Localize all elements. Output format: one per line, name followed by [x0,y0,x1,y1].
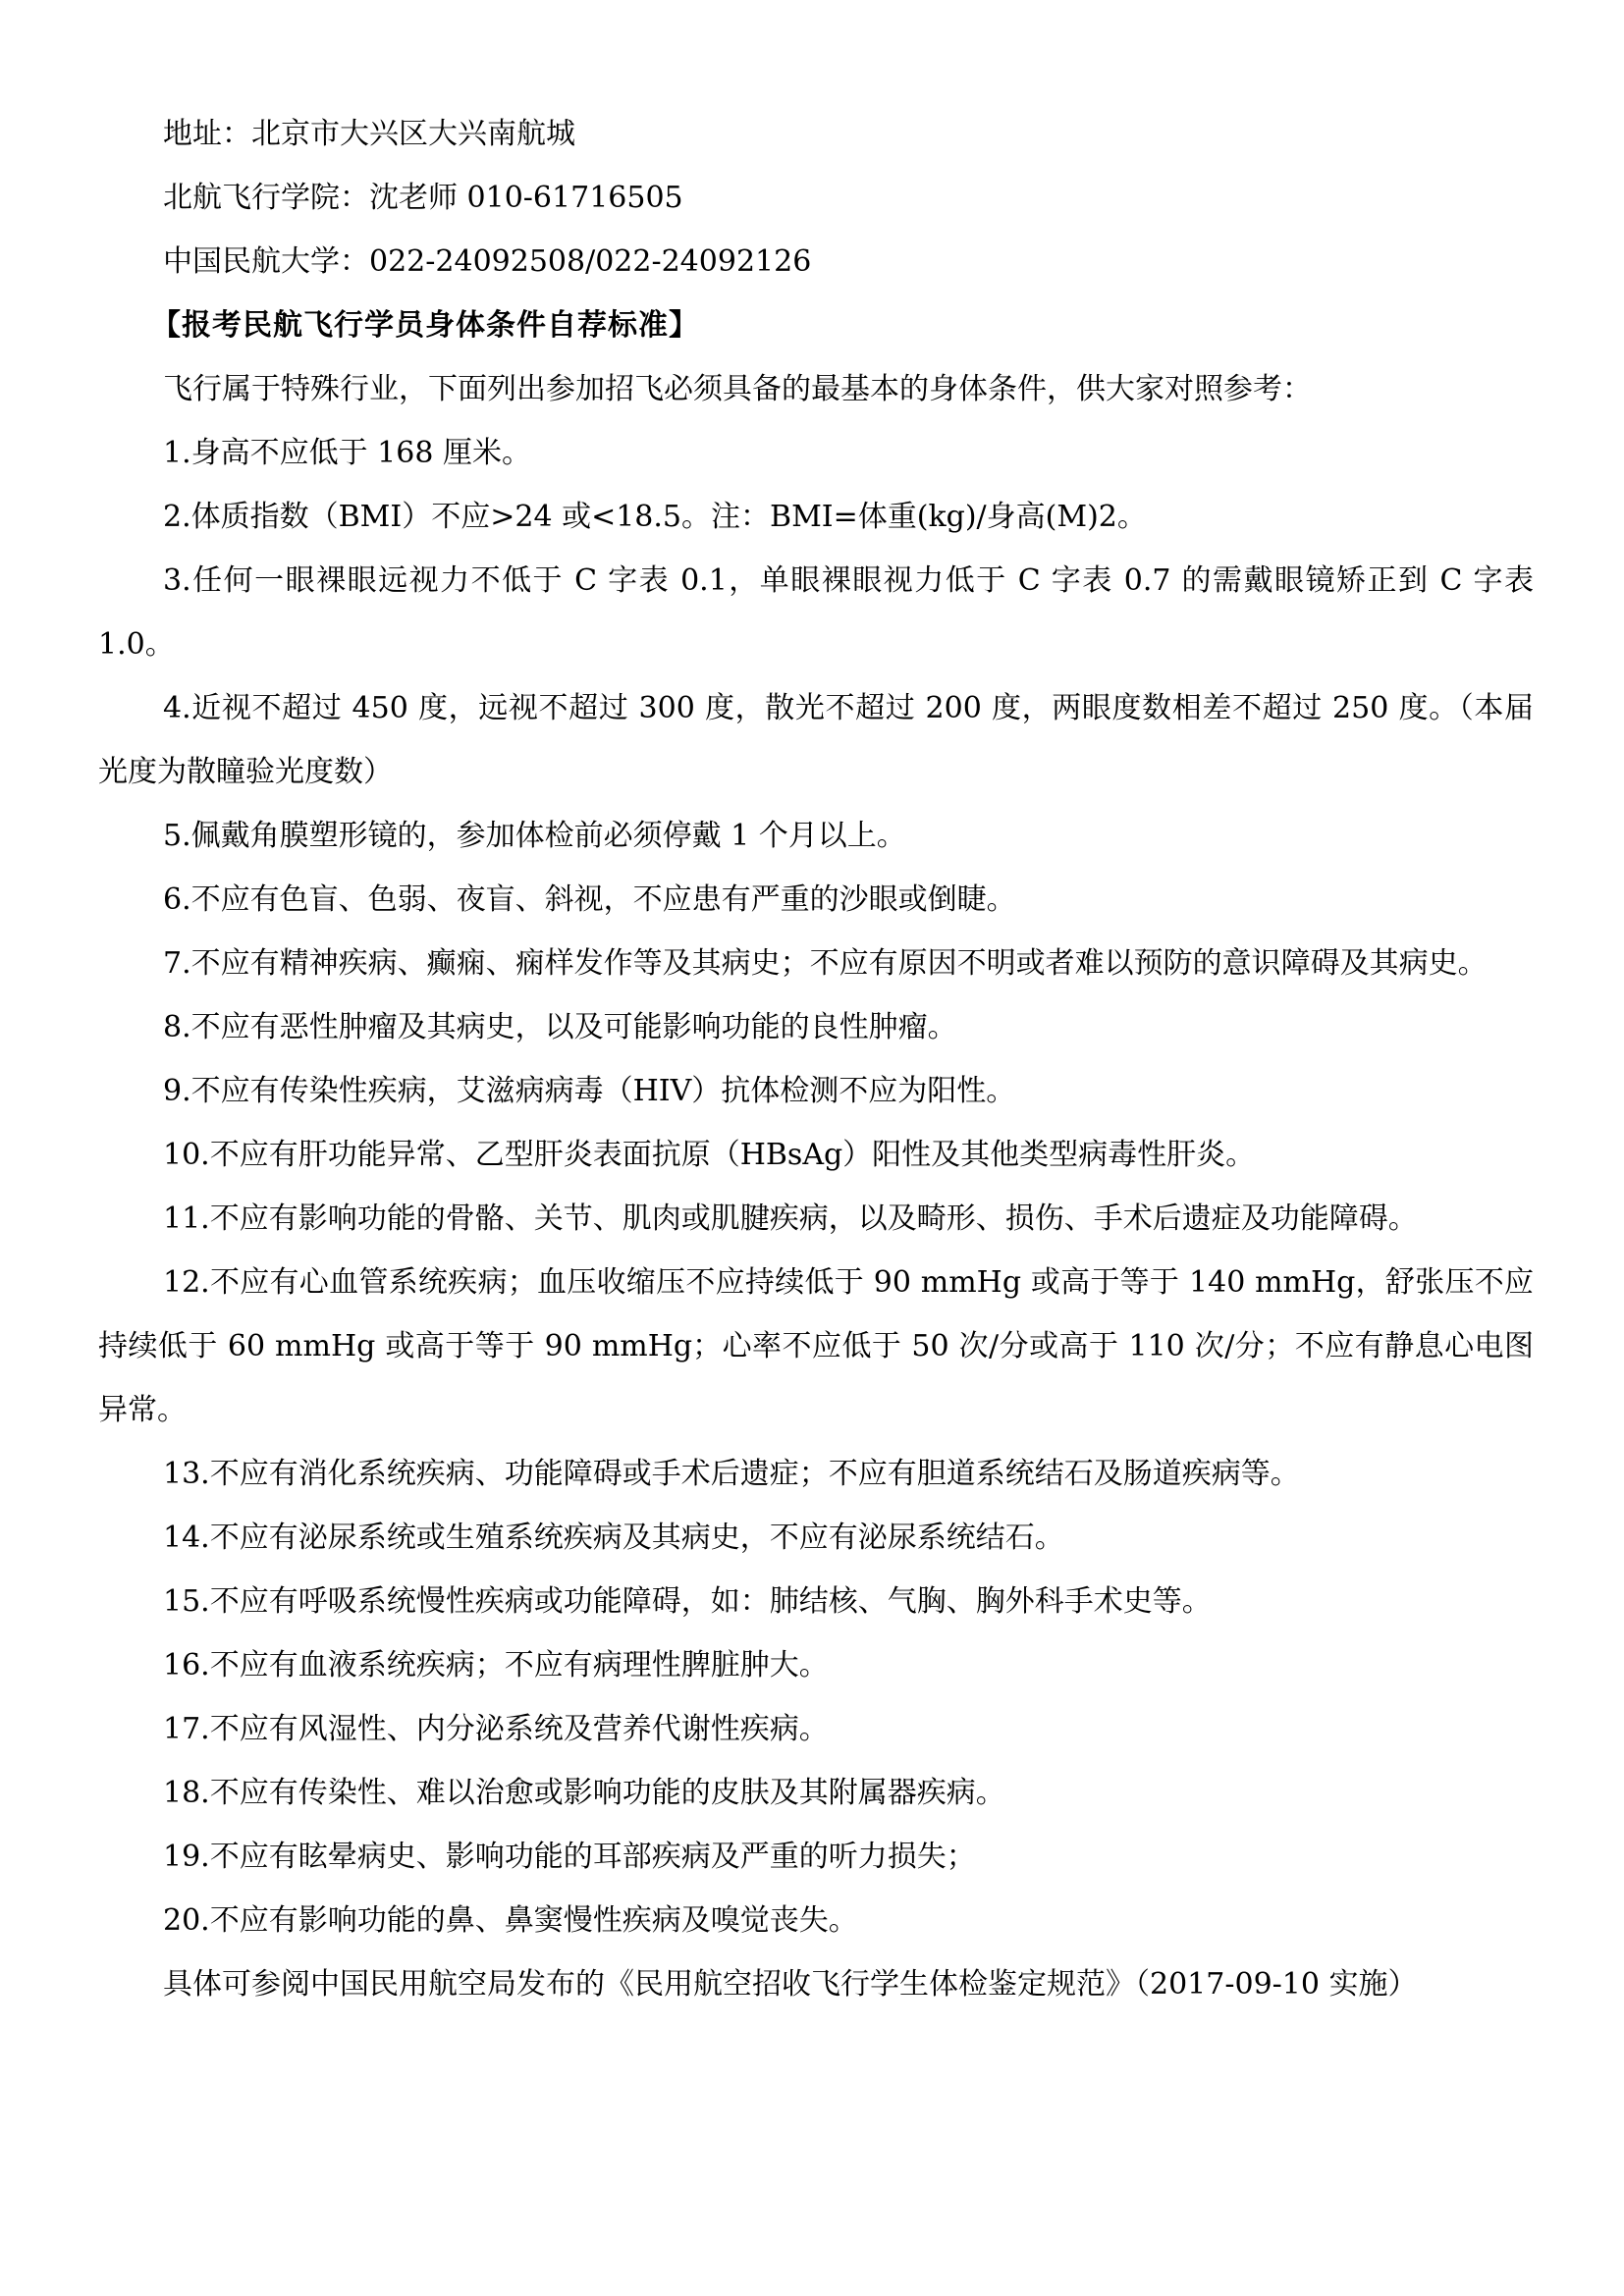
intro-paragraph: 飞行属于特殊行业，下面列出参加招飞必须具备的最基本的身体条件，供大家对照参考： [163,372,1312,406]
section-heading: 【报考民航飞行学员身体条件自荐标准】 [151,308,699,343]
contact-cauc: 中国民航大学：022-24092508/022-24092126 [163,244,812,279]
requirement-item: 3.任何一眼裸眼远视力不低于 C 字表 0.1，单眼裸眼视力低于 C 字表 0.7 的需戴眼镜矫正到 C 字表 1.0。 [98,563,1534,662]
footer-reference: 具体可参阅中国民用航空局发布的《民用航空招收飞行学生体检鉴定规范》（2017-09-10 实施） [163,1967,1418,2002]
requirement-item: 15.不应有呼吸系统慢性疾病或功能障碍，如：肺结核、气胸、胸外科手术史等。 [163,1584,1212,1619]
document-body [98,102,1534,2016]
requirement-item: 12.不应有心血管系统疾病；血压收缩压不应持续低于 90 mmHg 或高于等于 140 mmHg，舒张压不应持续低于 60 mmHg 或高于等于 90 mmHg；心率不应低于 50 次/分或高于 110 次/分；不应有静息心电图异常。 [98,1265,1534,1427]
requirement-item: 14.不应有泌尿系统或生殖系统疾病及其病史，不应有泌尿系统结石。 [163,1521,1064,1555]
requirement-item: 9.不应有传染性疾病，艾滋病病毒（HIV）抗体检测不应为阳性。 [163,1074,1016,1108]
requirement-list [98,421,1534,1952]
requirement-item: 10.不应有肝功能异常、乙型肝炎表面抗原（HBsAg）阳性及其他类型病毒性肝炎。 [163,1138,1256,1172]
requirement-item: 8.不应有恶性肿瘤及其病史，以及可能影响功能的良性肿瘤。 [163,1010,957,1044]
contact-address: 地址：北京市大兴区大兴南航城 [163,117,575,151]
requirement-item: 13.不应有消化系统疾病、功能障碍或手术后遗症；不应有胆道系统结石及肠道疾病等。 [163,1457,1300,1491]
requirement-item: 19.不应有眩晕病史、影响功能的耳部疾病及严重的听力损失； [163,1840,976,1874]
requirement-item: 1.身高不应低于 168 厘米。 [163,436,531,470]
requirement-item: 18.不应有传染性、难以治愈或影响功能的皮肤及其附属器疾病。 [163,1776,1005,1810]
requirement-item: 20.不应有影响功能的鼻、鼻窦慢性疾病及嗅觉丧失。 [163,1903,858,1938]
requirement-item: 5.佩戴角膜塑形镜的，参加体检前必须停戴 1 个月以上。 [163,819,906,853]
requirement-item: 7.不应有精神疾病、癫痫、痫样发作等及其病史；不应有原因不明或者难以预防的意识障碍及其病史。 [163,946,1488,981]
requirement-item: 11.不应有影响功能的骨骼、关节、肌肉或肌腱疾病，以及畸形、损伤、手术后遗症及功能障碍。 [163,1201,1418,1236]
requirement-item: 16.不应有血液系统疾病；不应有病理性脾脏肿大。 [163,1648,829,1682]
requirement-item: 2.体质指数（BMI）不应>24 或<18.5。注：BMI=体重(kg)/身高(M)2。 [163,500,1147,534]
requirement-item: 6.不应有色盲、色弱、夜盲、斜视，不应患有严重的沙眼或倒睫。 [163,882,1016,917]
contact-beihang: 北航飞行学院：沈老师 010-61716505 [163,181,683,215]
requirement-item: 4.近视不超过 450 度，远视不超过 300 度，散光不超过 200 度，两眼度数相差不超过 250 度。（本届光度为散瞳验光度数） [98,691,1534,789]
requirement-item: 17.不应有风湿性、内分泌系统及营养代谢性疾病。 [163,1712,829,1746]
